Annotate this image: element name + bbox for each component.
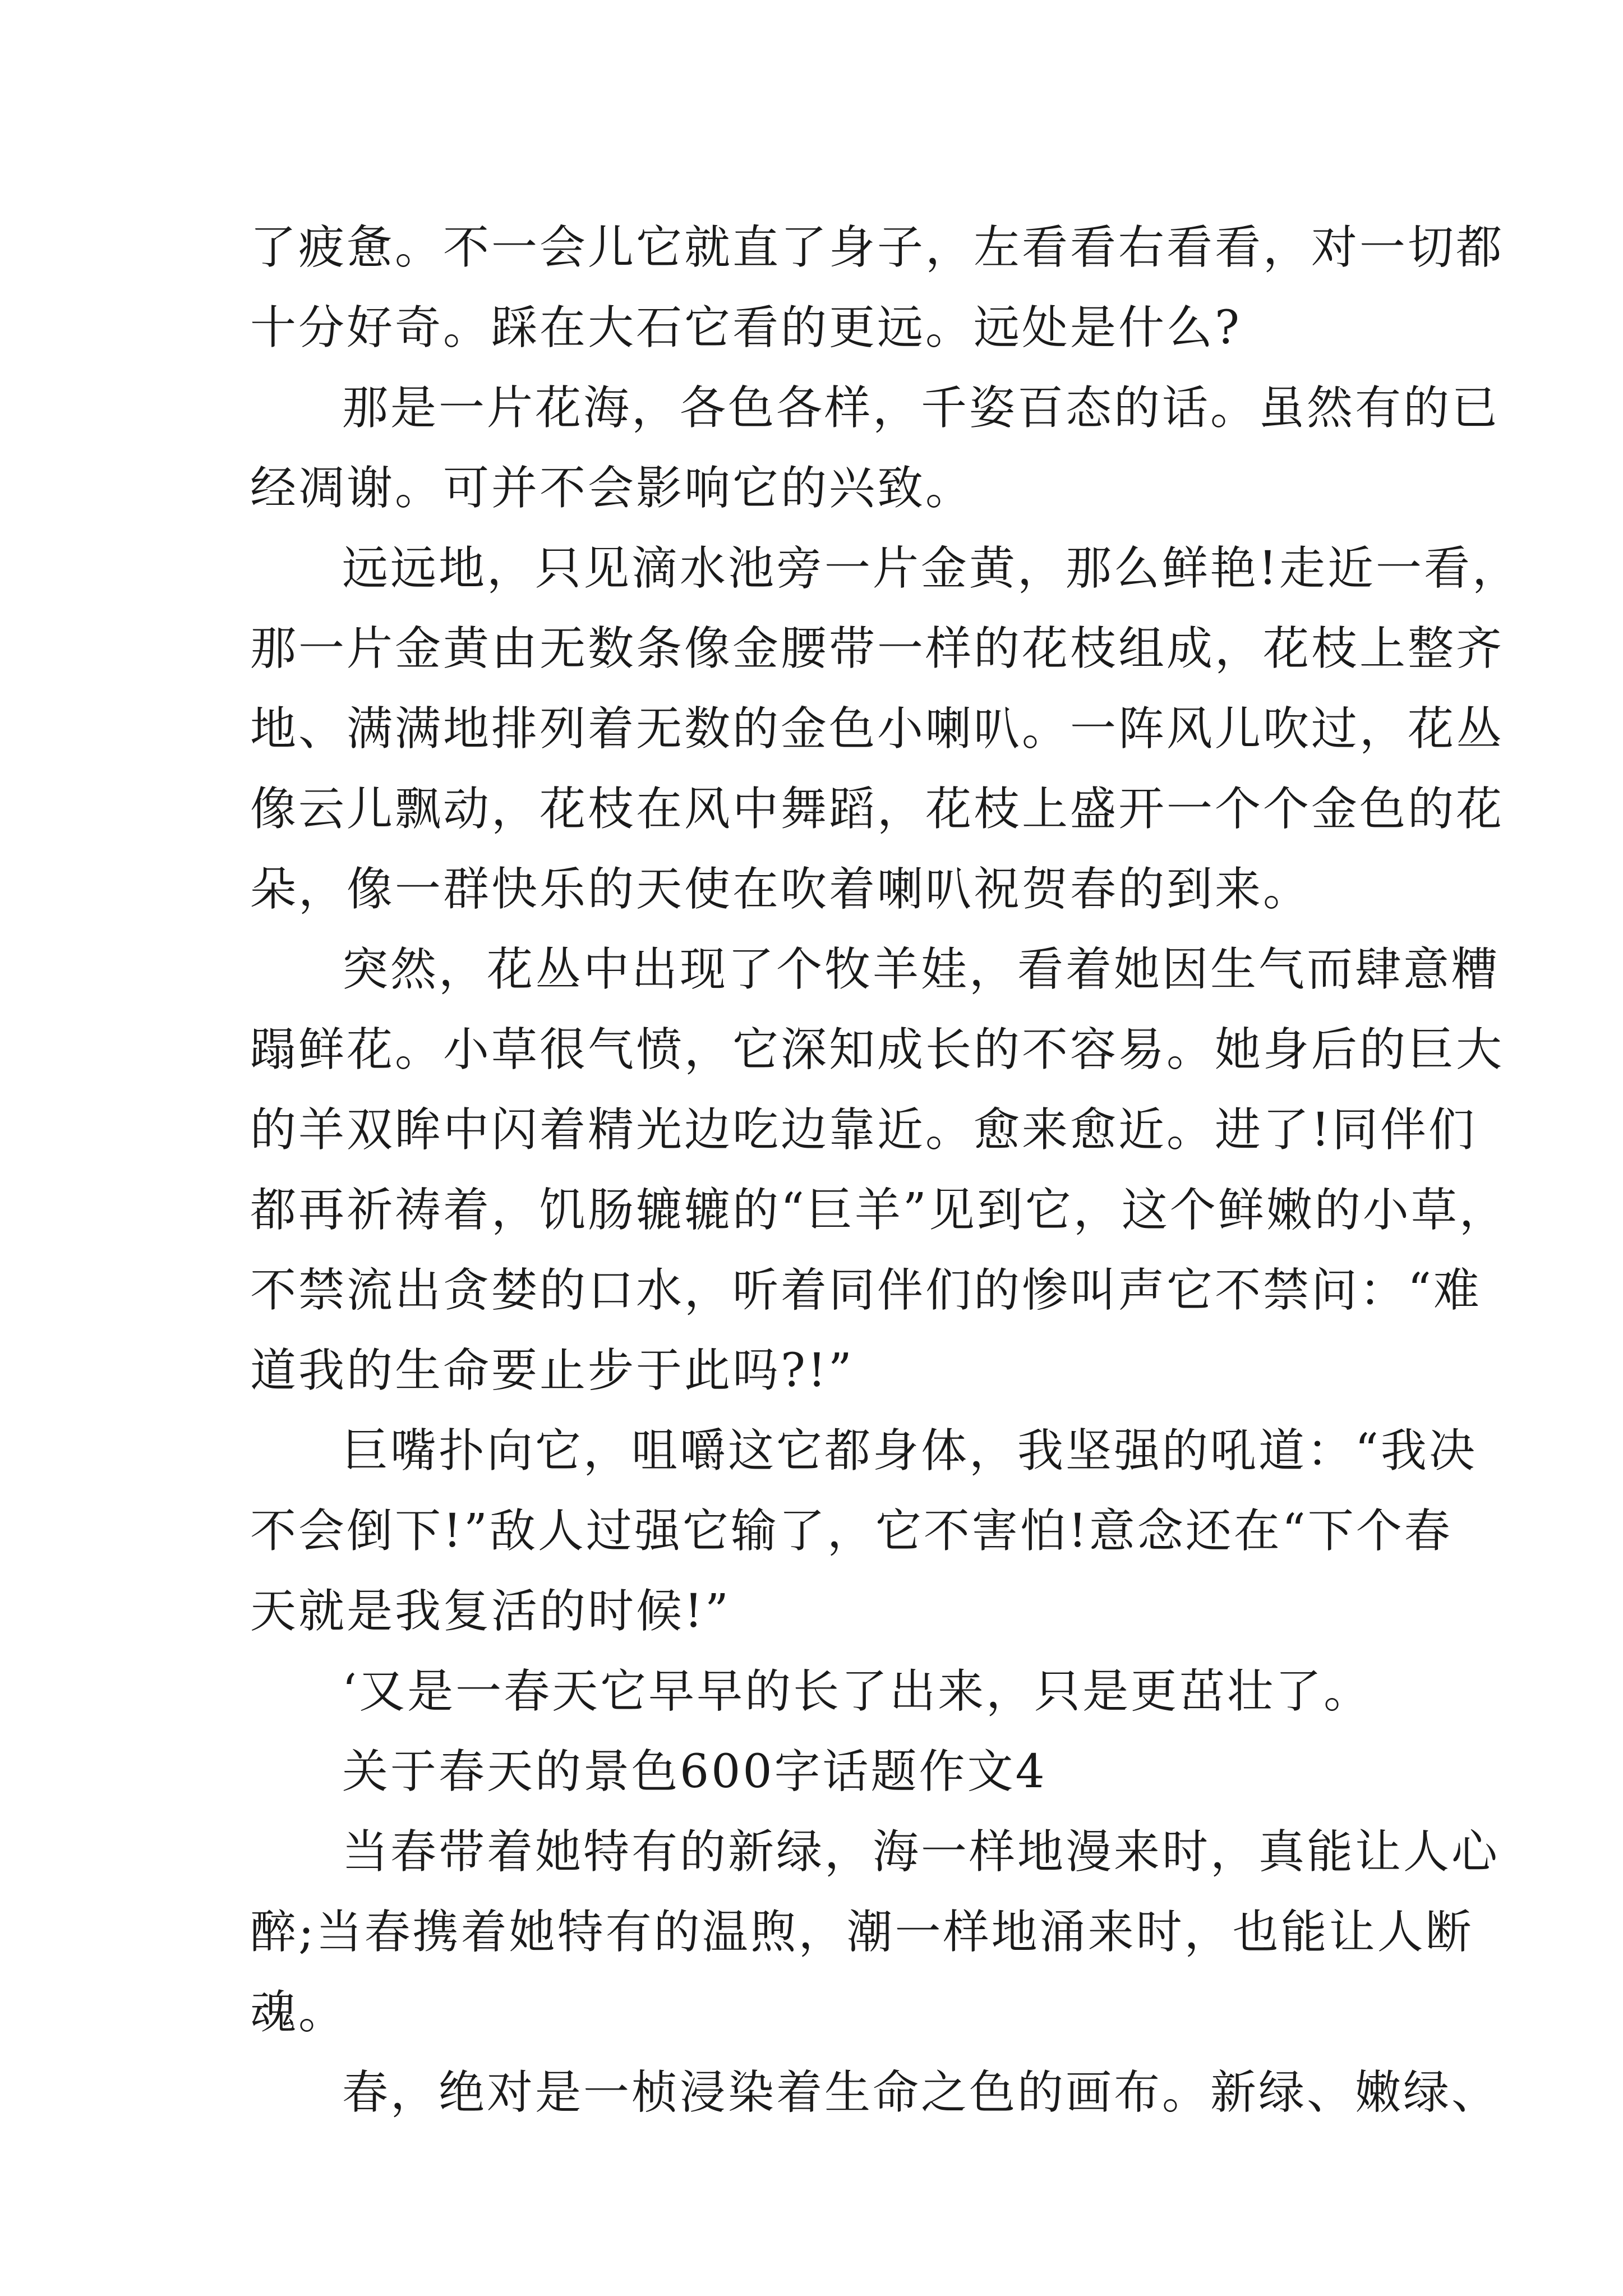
paragraph-start-line: 那是一片花海，各色各样，千姿百态的话。虽然有的已 bbox=[342, 381, 1500, 435]
text-line: 了疲惫。不一会儿它就直了身子，左看看右看看，对一切都 bbox=[250, 221, 1505, 274]
text-line: 醉;当春携着她特有的温煦，潮一样地涌来时，也能让人断 bbox=[250, 1906, 1474, 1959]
paragraph-start-line: 巨嘴扑向它，咀嚼这它都身体，我坚强的吼道：“我决 bbox=[342, 1424, 1477, 1478]
text-line: 魂。 bbox=[250, 1986, 347, 2039]
text-line: 天就是我复活的时候!” bbox=[250, 1585, 731, 1638]
text-line: 朵，像一群快乐的天使在吹着喇叭祝贺春的到来。 bbox=[250, 863, 1312, 916]
paragraph-start-line: 突然，花丛中出现了个牧羊娃，看着她因生气而肆意糟 bbox=[342, 943, 1500, 996]
text-line: 像云儿飘动，花枝在风中舞蹈，花枝上盛开一个个金色的花 bbox=[250, 783, 1505, 836]
paragraph-start-line: 远远地，只见滴水池旁一片金黄，那么鲜艳!走近一看， bbox=[342, 542, 1520, 595]
paragraph-start-line: 春，绝对是一桢浸染着生命之色的画布。新绿、嫩绿、 bbox=[342, 2066, 1500, 2119]
text-line: 不禁流出贪婪的口水，听着同伴们的惨叫声它不禁问：“难 bbox=[250, 1264, 1482, 1317]
text-line: 不会倒下!”敌人过强它输了，它不害怕!意念还在“下个春 bbox=[250, 1504, 1453, 1558]
text-line: 道我的生命要止步于此吗?!” bbox=[250, 1344, 854, 1397]
text-line: 地、满满地排列着无数的金色小喇叭。一阵风儿吹过，花丛 bbox=[250, 702, 1505, 756]
text-line: 那一片金黄由无数条像金腰带一样的花枝组成，花枝上整齐 bbox=[250, 622, 1505, 675]
paragraph-start-line: ‘又是一春天它早早的长了出来，只是更茁壮了。 bbox=[342, 1665, 1372, 1718]
text-line: 蹋鲜花。小草很气愤，它深知成长的不容易。她身后的巨大 bbox=[250, 1023, 1505, 1076]
text-line: 经凋谢。可并不会影响它的兴致。 bbox=[250, 462, 974, 515]
section-heading: 关于春天的景色600字话题作文4 bbox=[342, 1745, 1047, 1798]
text-line: 都再祈祷着，饥肠辘辘的“巨羊”见到它，这个鲜嫩的小草， bbox=[250, 1184, 1507, 1237]
text-line: 十分好奇。踩在大石它看的更远。远处是什么? bbox=[250, 301, 1242, 355]
paragraph-start-line: 当春带着她特有的新绿，海一样地漫来时，真能让人心 bbox=[342, 1825, 1500, 1879]
document-body bbox=[250, 208, 1520, 2133]
text-line: 的羊双眸中闪着精光边吃边靠近。愈来愈近。进了!同伴们 bbox=[250, 1103, 1477, 1157]
